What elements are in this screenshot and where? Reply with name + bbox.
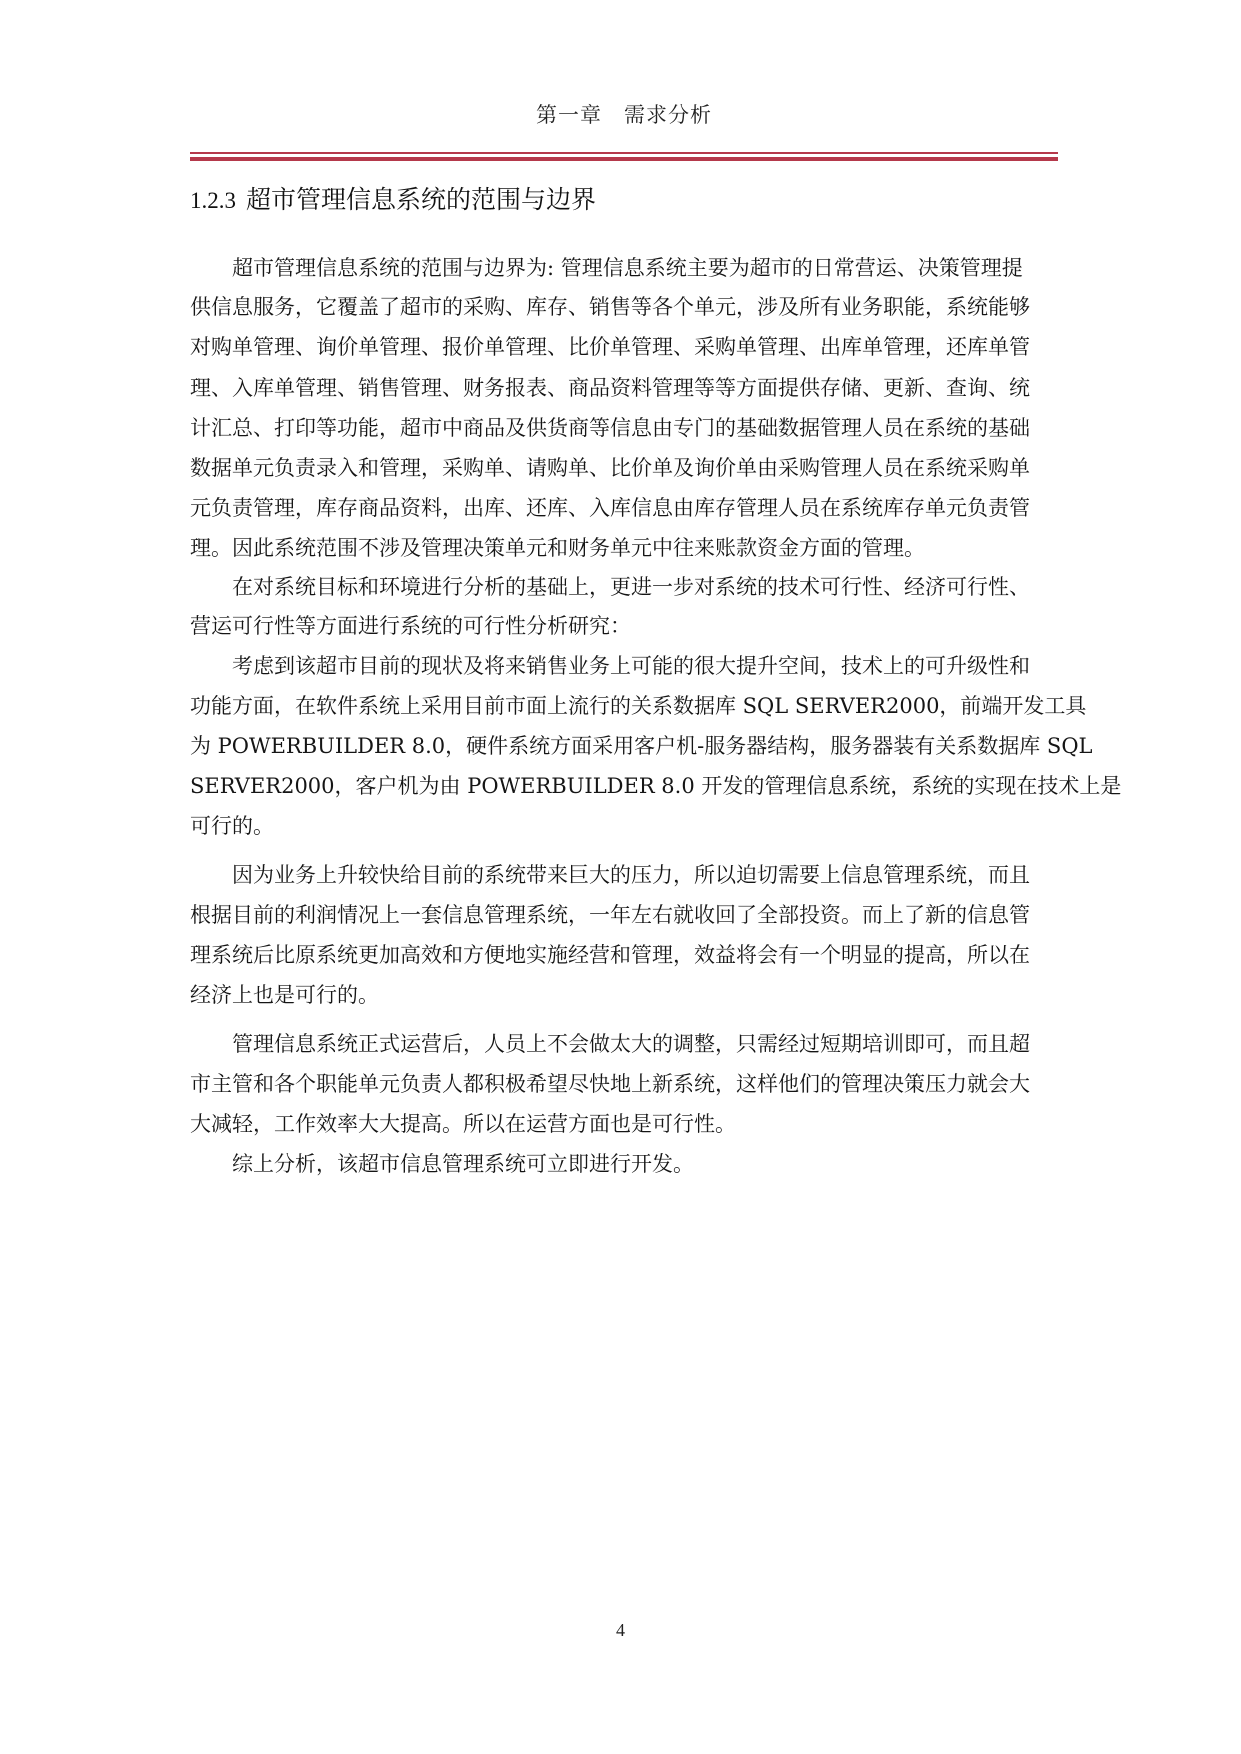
paragraph-5-line-2: 市主管和各个职能单元负责人都积极希望尽快地上新系统，这样他们的管理决策压力就会大 — [190, 1072, 1030, 1096]
paragraph-1-line-5: 计汇总、打印等功能，超市中商品及供货商等信息由专门的基础数据管理人员在系统的基础 — [190, 416, 1030, 440]
paragraph-6-line-1: 综上分析，该超市信息管理系统可立即进行开发。 — [232, 1152, 694, 1176]
paragraph-1-line-3: 对购单管理、询价单管理、报价单管理、比价单管理、采购单管理、出库单管理，还库单管 — [190, 335, 1030, 359]
paragraph-1-line-2: 供信息服务，它覆盖了超市的采购、库存、销售等各个单元，涉及所有业务职能，系统能够 — [190, 295, 1030, 319]
paragraph-1-line-6: 数据单元负责录入和管理，采购单、请购单、比价单及询价单由采购管理人员在系统采购单 — [190, 456, 1030, 480]
page-number: 4 — [616, 1620, 625, 1640]
paragraph-3-line-3: 为 POWERBUILDER 8.0，硬件系统方面采用客户机-服务器结构，服务器装有关系数据库 SQL — [190, 734, 1093, 758]
header-rule-thick — [190, 157, 1058, 161]
paragraph-1-line-4: 理、入库单管理、销售管理、财务报表、商品资料管理等等方面提供存储、更新、查询、统 — [190, 376, 1030, 400]
paragraph-4-line-2: 根据目前的利润情况上一套信息管理系统，一年左右就收回了全部投资。而上了新的信息管 — [190, 903, 1030, 927]
paragraph-3-line-2: 功能方面，在软件系统上采用目前市面上流行的关系数据库 SQL SERVER2000，前端开发工具 — [190, 694, 1087, 718]
paragraph-4-line-1: 因为业务上升较快给目前的系统带来巨大的压力，所以迫切需要上信息管理系统，而且 — [232, 863, 1030, 887]
page-header-chapter-title: 第一章 需求分析 — [536, 103, 712, 127]
paragraph-1-line-8: 理。因此系统范围不涉及管理决策单元和财务单元中往来账款资金方面的管理。 — [190, 536, 925, 560]
section-title: 超市管理信息系统的范围与边界 — [246, 185, 597, 214]
section-number: 1.2.3 — [190, 188, 236, 213]
paragraph-4-line-3: 理系统后比原系统更加高效和方便地实施经营和管理，效益将会有一个明显的提高，所以在 — [190, 943, 1030, 967]
paragraph-4-line-4: 经济上也是可行的。 — [190, 983, 379, 1007]
paragraph-3-line-1: 考虑到该超市目前的现状及将来销售业务上可能的很大提升空间，技术上的可升级性和 — [232, 654, 1030, 678]
paragraph-2-line-1: 在对系统目标和环境进行分析的基础上，更进一步对系统的技术可行性、经济可行性、 — [232, 575, 1030, 599]
paragraph-5-line-3: 大减轻，工作效率大大提高。所以在运营方面也是可行性。 — [190, 1112, 736, 1136]
paragraph-2-line-2: 营运可行性等方面进行系统的可行性分析研究： — [190, 614, 631, 638]
paragraph-3-line-4: SERVER2000，客户机为由 POWERBUILDER 8.0 开发的管理信息系统，系统的实现在技术上是 — [190, 774, 1122, 798]
paragraph-1-line-1: 超市管理信息系统的范围与边界为: 管理信息系统主要为超市的日常营运、决策管理提 — [232, 256, 1023, 280]
header-rule-thin — [190, 152, 1058, 154]
section-heading — [190, 180, 596, 216]
paragraph-3-line-5: 可行的。 — [190, 814, 274, 838]
paragraph-5-line-1: 管理信息系统正式运营后，人员上不会做太大的调整，只需经过短期培训即可，而且超 — [232, 1032, 1030, 1056]
paragraph-1-line-7: 元负责管理，库存商品资料，出库、还库、入库信息由库存管理人员在系统库存单元负责管 — [190, 496, 1030, 520]
